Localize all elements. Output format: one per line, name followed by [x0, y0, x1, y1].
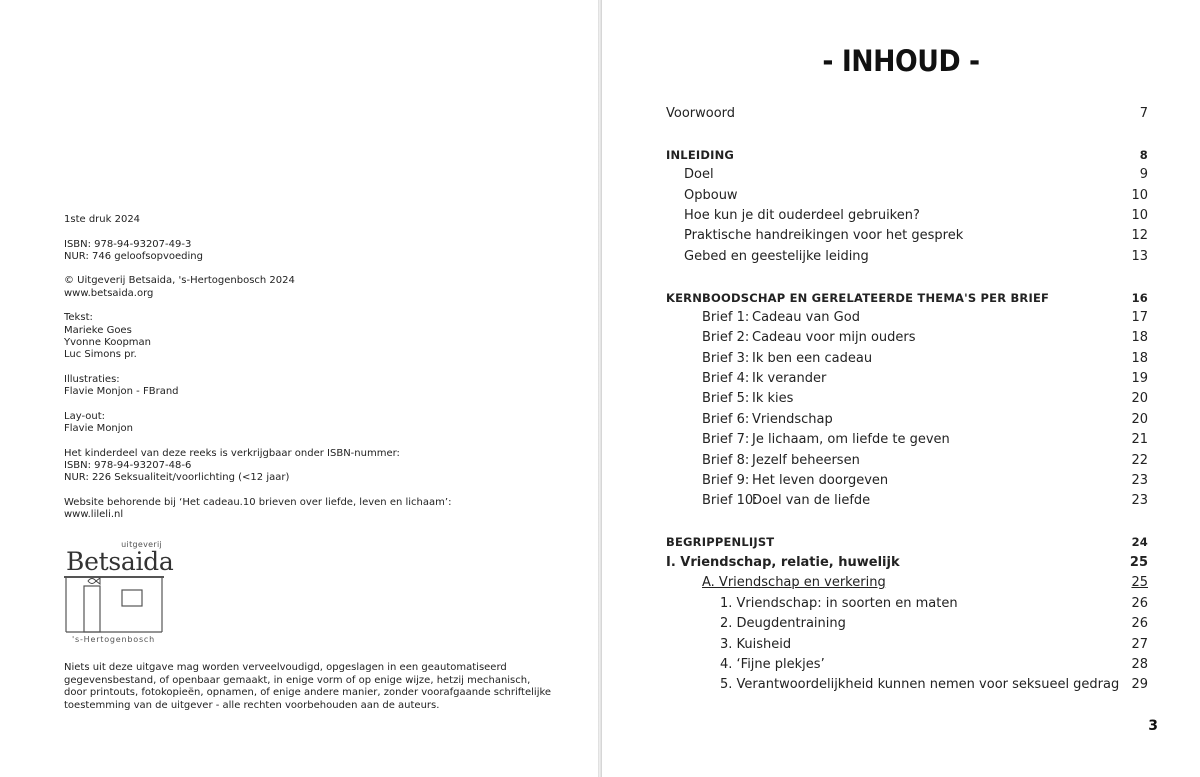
brief-number: Brief 10: [702, 493, 758, 508]
toc-label: 3. Kuisheid [720, 637, 792, 652]
brief-title: Jezelf beheersen [752, 453, 860, 468]
toc-page: 10 [1131, 208, 1148, 223]
toc-page: 17 [1131, 310, 1148, 325]
toc-label: Voorwoord [666, 106, 736, 121]
toc-page: 23 [1131, 493, 1148, 508]
website: www.betsaida.org [64, 287, 154, 299]
toc-title: - INHOUD - [822, 44, 980, 78]
toc-entry[interactable] [602, 596, 1200, 616]
toc-page: 26 [1131, 616, 1148, 631]
toc-label: I. Vriendschap, relatie, huwelijk [666, 555, 900, 570]
toc-entry-brief[interactable] [602, 493, 1200, 513]
toc-page: 19 [1131, 371, 1148, 386]
logo-city: 's-Hertogenbosch [72, 635, 155, 644]
brief-title: Ik ben een cadeau [752, 351, 873, 366]
toc-entry[interactable] [602, 677, 1200, 697]
toc-entry[interactable] [602, 167, 1200, 187]
toc-label: 1. Vriendschap: in soorten en maten [720, 596, 958, 611]
toc-entry[interactable] [602, 228, 1200, 248]
brief-title: Ik kies [752, 391, 794, 406]
author: Yvonne Koopman [64, 336, 152, 348]
layout-label: Lay-out: [64, 410, 105, 422]
copyright-disclaimer: Niets uit deze uitgave mag worden verveelvoudigd, opgeslagen in een geautomatiseerd gegevensbestand, of openbaar gemaakt, in enige vorm of op enige wijze, hetzij mechanisch, door printouts, fotokopieën, opnamen, of enige andere manier, zonder voorafgaande schriftelijke toestemming van de uitgever - alle rechten voorbehouden aan de auteurs. [64, 662, 552, 711]
toc-entry-brief[interactable] [602, 351, 1200, 371]
toc-entry[interactable] [602, 637, 1200, 657]
toc-entry[interactable] [602, 616, 1200, 636]
toc-page: 26 [1131, 596, 1148, 611]
toc-page: 22 [1131, 453, 1148, 468]
toc-entry-subsection[interactable] [602, 575, 1200, 595]
brief-number: Brief 7: [702, 432, 750, 447]
layout-by: Flavie Monjon [64, 423, 134, 435]
toc-page: 13 [1131, 249, 1148, 264]
site-url: www.lileli.nl [64, 509, 124, 521]
toc-section-kernboodschap[interactable] [602, 291, 1200, 311]
toc-page: 10 [1131, 188, 1148, 203]
toc-entry[interactable] [602, 188, 1200, 208]
toc-page: 20 [1131, 391, 1148, 406]
toc-entry[interactable] [602, 657, 1200, 677]
isbn: ISBN: 978-94-93207-49-3 [64, 238, 192, 250]
toc-entry-brief[interactable] [602, 453, 1200, 473]
toc-page: 20 [1131, 412, 1148, 427]
toc-entry-brief[interactable] [602, 391, 1200, 411]
illustrator: Flavie Monjon - FBrand [64, 386, 179, 398]
toc-page: 18 [1131, 351, 1148, 366]
logo-name: Betsaida [66, 547, 174, 576]
toc-section-label: BEGRIPPENLIJST [666, 535, 775, 549]
colophon [64, 214, 544, 534]
child-part-line: Het kinderdeel van deze reeks is verkrijgbaar onder ISBN-nummer: [64, 447, 400, 459]
toc-page: 24 [1131, 535, 1148, 549]
toc-label: Hoe kun je dit ouderdeel gebruiken? [684, 208, 920, 223]
toc-page: 25 [1131, 575, 1148, 590]
brief-number: Brief 5: [702, 391, 750, 406]
toc-page: 18 [1131, 330, 1148, 345]
brief-number: Brief 3: [702, 351, 750, 366]
brief-number: Brief 9: [702, 473, 750, 488]
brief-title: Ik verander [752, 371, 827, 386]
illustrations-label: Illustraties: [64, 373, 120, 385]
toc-label: Opbouw [684, 188, 738, 203]
brief-title: Je lichaam, om liefde te geven [752, 432, 950, 447]
brief-title: Vriendschap [752, 412, 833, 427]
toc-page: 8 [1139, 148, 1148, 162]
toc-entry-voorwoord[interactable] [602, 106, 1200, 126]
toc-label: 5. Verantwoordelijkheid kunnen nemen voor seksueel gedrag [720, 677, 1120, 692]
toc-entry-brief[interactable] [602, 310, 1200, 330]
brief-number: Brief 2: [702, 330, 750, 345]
logo-small-text: uitgeverij [121, 540, 162, 549]
toc-page: 12 [1131, 228, 1148, 243]
toc-entry-brief[interactable] [602, 412, 1200, 432]
nur: NUR: 746 geloofsopvoeding [64, 250, 203, 262]
child-isbn: ISBN: 978-94-93207-48-6 [64, 459, 192, 471]
brief-number: Brief 4: [702, 371, 750, 386]
brief-title: Cadeau van God [752, 310, 860, 325]
right-page [602, 0, 1200, 777]
toc-entry-brief[interactable] [602, 473, 1200, 493]
toc-page: 7 [1139, 106, 1148, 121]
edition: 1ste druk 2024 [64, 214, 141, 225]
author: Marieke Goes [64, 324, 132, 336]
brief-title: Cadeau voor mijn ouders [752, 330, 916, 345]
brief-number: Brief 1: [702, 310, 750, 325]
text-label: Tekst: [64, 312, 93, 324]
site-line: Website behorende bij ‘Het cadeau.10 brieven over liefde, leven en lichaam’: [64, 496, 452, 508]
toc-label: Gebed en geestelijke leiding [684, 249, 869, 264]
toc-page: 9 [1139, 167, 1148, 182]
page-number: 3 [1148, 718, 1158, 734]
brief-title: Het leven doorgeven [752, 473, 889, 488]
toc-section-label: INLEIDING [666, 148, 735, 162]
toc-page: 29 [1131, 677, 1148, 692]
toc-entry-brief[interactable] [602, 330, 1200, 350]
toc-page: 21 [1131, 432, 1148, 447]
toc-entry[interactable] [602, 208, 1200, 228]
left-page [0, 0, 598, 777]
toc-label: Doel [684, 167, 714, 182]
toc-entry-part[interactable] [602, 555, 1200, 575]
toc-entry-brief[interactable] [602, 371, 1200, 391]
toc-label: 4. ‘Fijne plekjes’ [720, 657, 825, 672]
toc-page: 27 [1131, 637, 1148, 652]
toc-page: 25 [1129, 555, 1148, 570]
toc-page: 23 [1131, 473, 1148, 488]
brief-number: Brief 6: [702, 412, 750, 427]
toc-label: A. Vriendschap en verkering [702, 575, 886, 590]
toc-section-label: KERNBOODSCHAP EN GERELATEERDE THEMA'S PER BRIEF [666, 291, 1050, 305]
toc-label: Praktische handreikingen voor het gesprek [684, 228, 964, 243]
child-nur: NUR: 226 Seksualiteit/voorlichting (<12 jaar) [64, 472, 290, 484]
brief-title: Doel van de liefde [752, 493, 871, 508]
brief-number: Brief 8: [702, 453, 750, 468]
author: Luc Simons pr. [64, 349, 137, 361]
toc-section-begrippenlijst[interactable] [602, 535, 1200, 555]
toc-page: 28 [1131, 657, 1148, 672]
toc-label: 2. Deugdentraining [720, 616, 846, 631]
publisher-logo [64, 540, 174, 646]
toc-section-inleiding[interactable] [602, 148, 1200, 168]
logo-house-icon [64, 576, 166, 634]
toc-entry-brief[interactable] [602, 432, 1200, 452]
toc-page: 16 [1131, 291, 1148, 305]
toc-entry[interactable] [602, 249, 1200, 269]
copyright: © Uitgeverij Betsaida, 's-Hertogenbosch 2024 [64, 275, 295, 287]
